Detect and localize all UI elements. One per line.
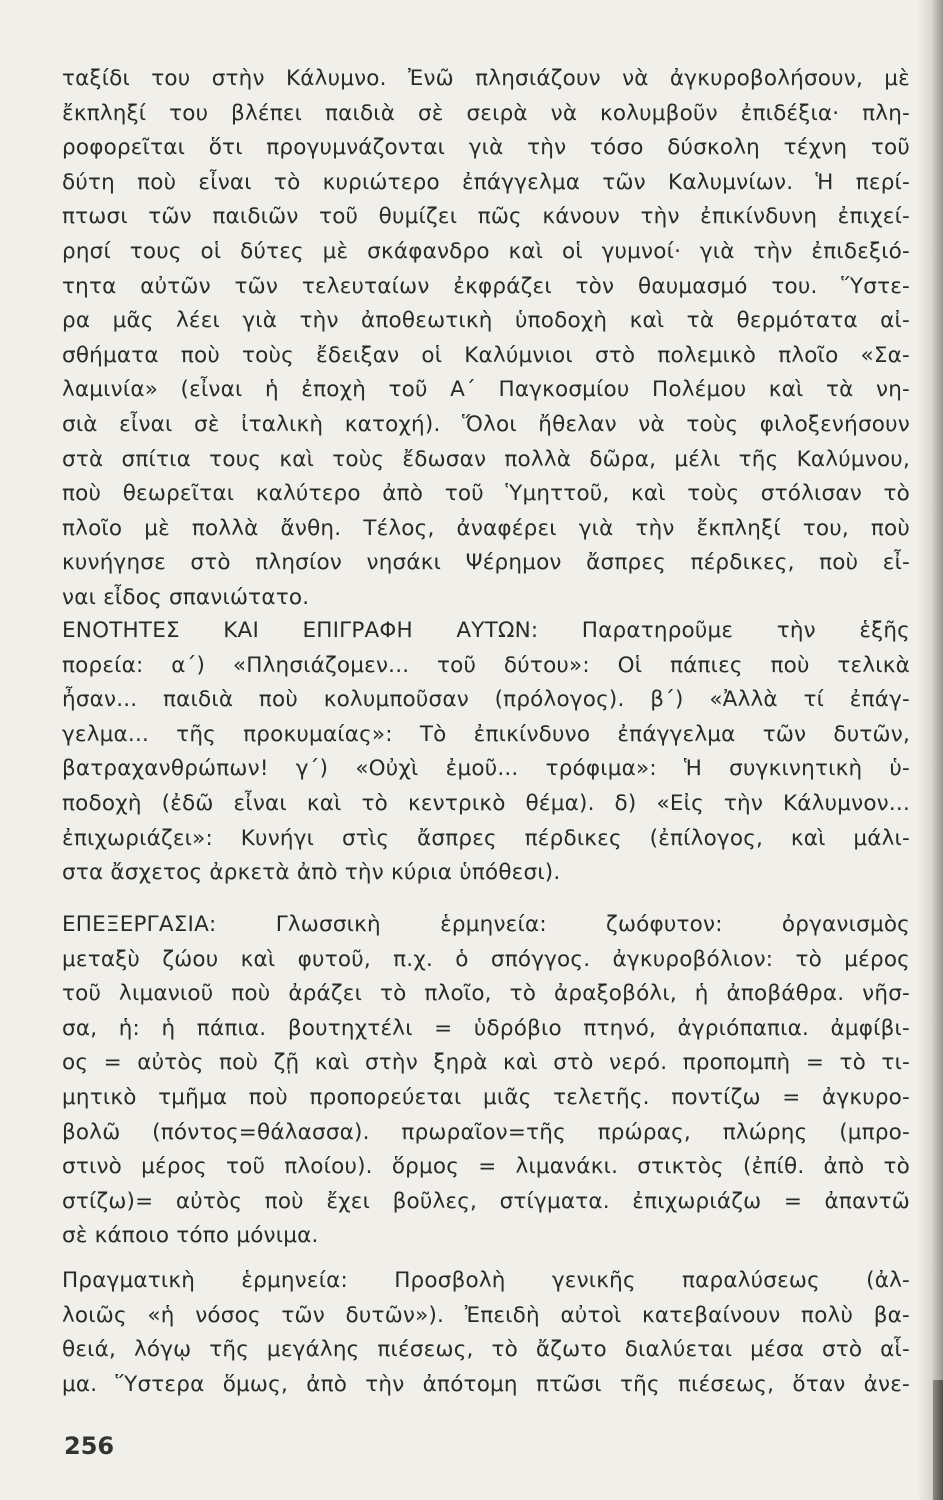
text-line: μα. Ὕστερα ὅμως, ἀπὸ τὴν ἀπότομη πτῶσι τῆς πιέσεως, ὅταν ἀνε- [62, 1371, 910, 1397]
text-line: σθήματα ποὺ τοὺς ἔδειξαν οἱ Καλύμνιοι στὸ πολεμικὸ πλοῖο «Σα- [62, 342, 910, 368]
text-line: ἦσαν... παιδιὰ ποὺ κολυμποῦσαν (πρόλογος). β΄) «Ἀλλὰ τί ἐπάγ- [62, 687, 910, 713]
text-line: στίζω)= αὐτὸς ποὺ ἔχει βοῦλες, στίγματα. ἐπιχωριάζω = ἀπαντῶ [62, 1188, 910, 1214]
text-line: δύτη ποὺ εἶναι τὸ κυριώτερο ἐπάγγελμα τῶν Καλυμνίων. Ἡ περί- [62, 169, 910, 195]
text-line: ποὺ θεωρεῖται καλύτερο ἀπὸ τοῦ Ὑμηττοῦ, καὶ τοὺς στόλισαν τὸ [62, 481, 910, 507]
paragraph-summary [62, 62, 910, 616]
text-line: ΕΠΕΞΕΡΓΑΣΙΑ: Γλωσσικὴ ἑρμηνεία: ζωόφυτον: ὀργανισμὸς [62, 912, 910, 937]
text-line: θειά, λόγῳ τῆς μεγάλης πιέσεως, τὸ ἄζωτο διαλύεται μέσα στὸ αἷ- [62, 1337, 910, 1363]
text-line: σιὰ εἶναι σὲ ἰταλικὴ κατοχή). Ὅλοι ἤθελαν νὰ τοὺς φιλοξενήσουν [62, 411, 910, 437]
text-line: τοῦ λιμανιοῦ ποὺ ἀράζει τὸ πλοῖο, τὸ ἀραξοβόλι, ἡ ἀποβάθρα. νῆσ- [62, 981, 910, 1007]
paragraph-glossary [62, 908, 910, 1254]
text-line: τητα αὐτῶν τῶν τελευταίων ἐκφράζει τὸν θαυμασμό του. Ὕστε- [62, 273, 910, 299]
paragraph-factual-explanation [62, 1264, 910, 1402]
text-line: βατραχανθρώπων! γ΄) «Οὐχὶ ἐμοῦ... τρόφιμα»: Ἡ συγκινητικὴ ὑ- [62, 756, 910, 782]
paragraph-sections [62, 614, 910, 891]
text-line: γελμα... τῆς προκυμαίας»: Τὸ ἐπικίνδυνο ἐπάγγελμα τῶν δυτῶν, [62, 721, 910, 747]
text-line: μεταξὺ ζώου καὶ φυτοῦ, π.χ. ὁ σπόγγος. ἀγκυροβόλιον: τὸ μέρος [62, 946, 910, 972]
text-line: ρησί τους οἱ δύτες μὲ σκάφανδρο καὶ οἱ γυμνοί· γιὰ τὴν ἐπιδεξιό- [62, 238, 910, 264]
text-line: σὲ κάποιο τόπο μόνιμα. [62, 1223, 319, 1249]
text-line: ναι εἶδος σπανιώτατο. [62, 584, 310, 610]
text-line: ος = αὐτὸς ποὺ ζῇ καὶ στὴν ξηρὰ καὶ στὸ νερό. προπομπὴ = τὸ τι- [62, 1050, 910, 1076]
text-line: λοιῶς «ἡ νόσος τῶν δυτῶν»). Ἐπειδὴ αὐτοὶ κατεβαίνουν πολὺ βα- [62, 1302, 910, 1328]
text-line: κυνήγησε στὸ πλησίον νησάκι Ψέρημον ἄσπρες πέρδικες, ποὺ εἶ- [62, 550, 910, 576]
page-edge-fold [933, 1380, 943, 1500]
text-line: ἔκπληξί του βλέπει παιδιὰ σὲ σειρὰ νὰ κολυμβοῦν ἐπιδέξια· πλη- [62, 100, 910, 126]
text-line: στινὸ μέρος τοῦ πλοίου). ὅρμος = λιμανάκι. στικτὸς (ἐπίθ. ἀπὸ τὸ [62, 1154, 910, 1180]
text-line: ποδοχὴ (ἐδῶ εἶναι καὶ τὸ κεντρικὸ θέμα). δ) «Εἰς τὴν Κάλυμνον... [62, 790, 910, 816]
text-line: Πραγματικὴ ἑρμηνεία: Προσβολὴ γενικῆς παραλύσεως (ἀλ- [62, 1268, 910, 1293]
text-line: πλοῖο μὲ πολλὰ ἄνθη. Τέλος, ἀναφέρει γιὰ τὴν ἔκπληξί του, ποὺ [62, 515, 910, 541]
text-line: σα, ἡ: ἡ πάπια. βουτηχτέλι = ὑδρόβιο πτηνό, ἀγριόπαπια. ἀμφίβι- [62, 1015, 910, 1041]
page-number: 256 [64, 1432, 115, 1460]
text-line: βολῶ (πόντος=θάλασσα). πρωραῖον=τῆς πρώρας, πλώρης (μπρο- [62, 1119, 910, 1145]
text-line: ροφορεῖται ὅτι προγυμνάζονται γιὰ τὴν τόσο δύσκολη τέχνη τοῦ [62, 135, 910, 161]
text-line: μητικὸ τμῆμα ποὺ προπορεύεται μιᾶς τελετῆς. ποντίζω = ἀγκυρο- [62, 1084, 910, 1110]
text-line: στὰ σπίτια τους καὶ τοὺς ἔδωσαν πολλὰ δῶρα, μέλι τῆς Καλύμνου, [62, 446, 910, 472]
text-line: πτωσι τῶν παιδιῶν τοῦ θυμίζει πῶς κάνουν τὴν ἐπικίνδυνη ἐπιχεί- [62, 204, 910, 230]
text-line: λαμινία» (εἶναι ἡ ἐποχὴ τοῦ Α΄ Παγκοσμίου Πολέμου καὶ τὰ νη- [62, 377, 910, 403]
text-line: πορεία: α΄) «Πλησιάζομεν... τοῦ δύτου»: Οἱ πάπιες ποὺ τελικὰ [62, 652, 910, 678]
text-line: ΕΝΟΤΗΤΕΣ ΚΑΙ ΕΠΙΓΡΑΦΗ ΑΥΤΩΝ: Παρατηροῦμε τὴν ἑξῆς [62, 618, 910, 643]
text-line: στα ἄσχετος ἀρκετὰ ἀπὸ τὴν κύρια ὑπόθεσι). [62, 860, 561, 886]
text-line: ἐπιχωριάζει»: Κυνήγι στὶς ἄσπρες πέρδικες (ἐπίλογος, καὶ μάλι- [62, 825, 910, 851]
text-line: ρα μᾶς λέει γιὰ τὴν ἀποθεωτικὴ ὑποδοχὴ καὶ τὰ θερμότατα αἰ- [62, 308, 910, 334]
text-line: ταξίδι του στὴν Κάλυμνο. Ἐνῶ πλησιάζουν νὰ ἀγκυροβολήσουν, μὲ [62, 66, 910, 91]
page-edge-shadow [917, 0, 943, 1500]
